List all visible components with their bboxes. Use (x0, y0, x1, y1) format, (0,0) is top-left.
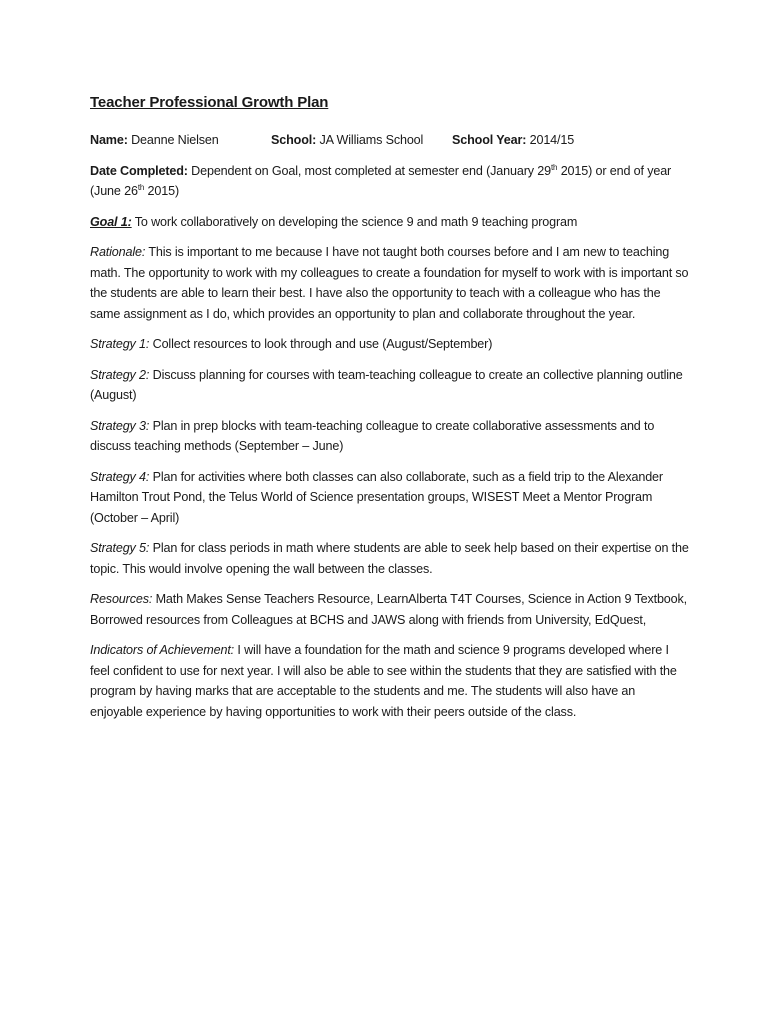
strategy-2 (90, 365, 690, 406)
rationale-label: Rationale: (90, 245, 146, 259)
strategy-5-label: Strategy 5: (90, 541, 150, 555)
strategy-5-text: Plan for class periods in math where students are able to seek help based on their expertise on the topic. This would involve opening the wall between the classes. (90, 541, 689, 576)
date-completed-text-3: 2015) (147, 184, 180, 198)
date-completed-text-2: 2015) or end of year (June 26 (90, 163, 672, 198)
resources (90, 589, 690, 630)
strategy-4 (90, 467, 690, 529)
school-year-value: 2014/15 (529, 133, 575, 147)
school-label: School: (271, 133, 317, 147)
goal-1-label: Goal 1: (90, 214, 132, 229)
strategy-3 (90, 416, 690, 457)
name-value: Deanne Nielsen (131, 133, 219, 147)
strategy-3-text: Plan in prep blocks with team-teaching colleague to create collaborative assessments and to discuss teaching methods (September – June) (90, 418, 655, 453)
goal-1 (90, 212, 690, 233)
school-field (271, 130, 452, 151)
strategy-1-label: Strategy 1: (90, 337, 150, 351)
school-year-label: School Year: (452, 133, 527, 147)
rationale-text: This is important to me because I have not taught both courses before and I am new to teaching math. The opportunity to work with my colleagues to create a foundation for myself to work with is important so the students are able to learn their best. I have also the opportunity to teach with a colleague who has the same assignment as I do, which provides an opportunity to plan and collaborate throughout the year. (90, 245, 689, 321)
strategy-2-text: Discuss planning for courses with team-teaching colleague to create an collective planning outline (August) (90, 367, 683, 402)
document-page (90, 92, 690, 732)
strategy-4-text: Plan for activities where both classes can also collaborate, such as a field trip to the Alexander Hamilton Trout Pond, the Telus World of Science presentation groups, WISEST Meet a Mentor Program (October – April) (90, 469, 663, 525)
indicators-label: Indicators of Achievement: (90, 643, 235, 657)
indicators-of-achievement (90, 640, 690, 722)
info-row (90, 130, 690, 151)
strategy-2-label: Strategy 2: (90, 367, 150, 382)
goal-1-text: To work collaboratively on developing the science 9 and math 9 teaching program (134, 214, 578, 229)
date-completed-text-1: Dependent on Goal, most completed at semester end (January 29 (191, 163, 551, 178)
date-sup-2: th (137, 182, 145, 192)
date-completed (90, 161, 690, 202)
resources-label: Resources: (90, 592, 153, 606)
strategy-3-label: Strategy 3: (90, 418, 150, 433)
date-completed-label: Date Completed: (90, 163, 188, 178)
strategy-1-text: Collect resources to look through and use (August/September) (152, 337, 493, 351)
document-title: Teacher Professional Growth Plan (90, 94, 329, 111)
school-year-field (452, 130, 574, 151)
school-value: JA Williams School (319, 133, 424, 147)
strategy-5 (90, 538, 690, 579)
date-sup-1: th (550, 162, 558, 172)
name-field (90, 130, 271, 151)
resources-text: Math Makes Sense Teachers Resource, LearnAlberta T4T Courses, Science in Action 9 Textbook, Borrowed resources from Colleagues at BCHS and JAWS along with friends from University, EdQuest, (90, 592, 688, 627)
rationale (90, 242, 690, 324)
strategy-1 (90, 334, 690, 355)
name-label: Name: (90, 133, 128, 147)
strategy-4-label: Strategy 4: (90, 469, 150, 484)
indicators-text: I will have a foundation for the math and science 9 programs developed where I feel confident to use for next year. I will also be able to see within the students that they are satisfied with the program by having marks that are acceptable to the students and me. The students will also have an enjoyable experience by having opportunities to work with their peers outside of the class. (90, 643, 677, 719)
